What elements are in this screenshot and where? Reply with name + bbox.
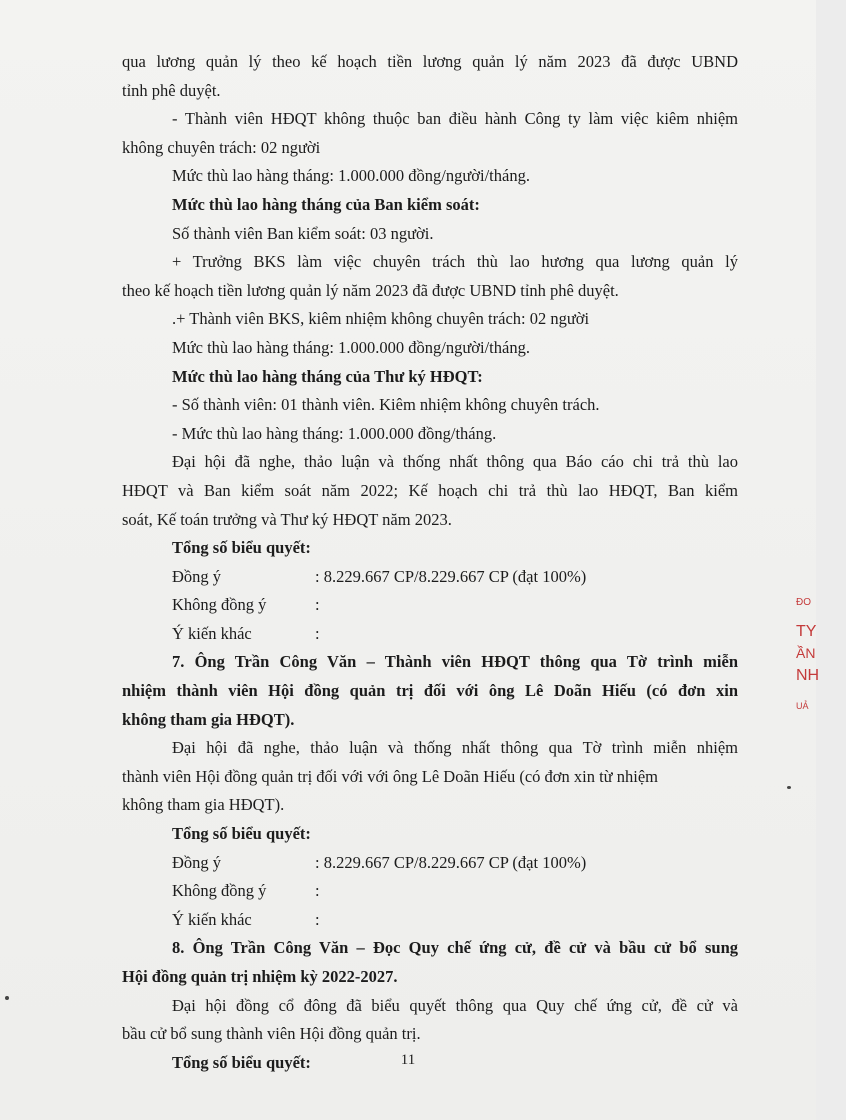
vote-value: :: [315, 909, 320, 929]
vote-heading: Tổng số biểu quyết:: [172, 824, 311, 844]
vote-label: Đồng ý: [172, 852, 222, 872]
paragraph-line: không chuyên trách: 02 người: [122, 137, 321, 157]
item-8-heading: 8. Ông Trần Công Văn – Đọc Quy chế ứng cử, đề cử và bầu cử bổ sung: [172, 938, 738, 958]
vote-label: Không đồng ý: [172, 881, 267, 901]
item-8-heading: Hội đồng quản trị nhiệm kỳ 2022-2027.: [122, 967, 398, 986]
stamp-text: UẢ: [796, 701, 809, 711]
paragraph-line: - Thành viên HĐQT không thuộc ban điều hành Công ty làm việc kiêm nhiệm: [172, 109, 738, 129]
paragraph-line: không tham gia HĐQT).: [122, 795, 285, 815]
scan-speck: [5, 996, 9, 1000]
paragraph-line: - Số thành viên: 01 thành viên. Kiêm nhiệm không chuyên trách.: [172, 395, 600, 415]
paragraph-line: tỉnh phê duyệt.: [122, 80, 221, 100]
stamp-text: ẦN: [796, 645, 816, 661]
paragraph-line: bầu cử bổ sung thành viên Hội đồng quản trị.: [122, 1024, 421, 1044]
vote-row-disagree: [122, 591, 738, 620]
page-number: 11: [400, 1052, 416, 1068]
scan-speck: [787, 786, 791, 789]
paragraph-line: thành viên Hội đồng quản trị đối với với ông Lê Doãn Hiếu (có đơn xin từ nhiệm: [122, 766, 658, 786]
stamp-text: TY: [796, 623, 817, 640]
vote-label: Không đồng ý: [172, 595, 267, 615]
vote-label: Ý kiến khác: [172, 909, 252, 929]
paragraph-line: .+ Thành viên BKS, kiêm nhiệm không chuyên trách: 02 người: [172, 309, 590, 329]
vote-row-disagree: [122, 877, 738, 906]
vote-row-other: [122, 906, 738, 935]
vote-row-other: [122, 620, 738, 649]
stamp-text: ĐO: [796, 597, 811, 608]
paragraph-line: Mức thù lao hàng tháng: 1.000.000 đồng/người/tháng.: [172, 337, 530, 357]
vote-row-agree: [122, 849, 738, 878]
vote-heading: Tổng số biểu quyết:: [172, 538, 311, 558]
paragraph-line: Mức thù lao hàng tháng: 1.000.000 đồng/người/tháng.: [172, 166, 530, 186]
vote-value: :: [315, 595, 320, 615]
stamp-text: NH: [796, 667, 820, 684]
item-7-heading: 7. Ông Trần Công Văn – Thành viên HĐQT thông qua Tờ trình miễn: [172, 652, 738, 672]
vote-row-agree: [122, 563, 738, 592]
paragraph-line: - Mức thù lao hàng tháng: 1.000.000 đồng/tháng.: [172, 423, 497, 443]
vote-label: Ý kiến khác: [172, 623, 252, 643]
paragraph-line: qua lương quản lý theo kế hoạch tiền lương quản lý năm 2023 đã được UBND: [122, 52, 738, 71]
vote-heading: Tổng số biểu quyết:: [172, 1052, 311, 1072]
paragraph-line: Đại hội đã nghe, thảo luận và thống nhất thông qua Tờ trình miễn nhiệm: [172, 738, 738, 758]
paragraph-line: HĐQT và Ban kiểm soát năm 2022; Kế hoạch chi trả thù lao HĐQT, Ban kiểm: [122, 480, 738, 500]
red-stamp-fragment: [786, 585, 846, 735]
paragraph-line: + Trưởng BKS làm việc chuyên trách thù lao hương qua lương quản lý: [172, 252, 738, 272]
section-heading: Mức thù lao hàng tháng của Thư ký HĐQT:: [172, 366, 483, 386]
vote-value: : 8.229.667 CP/8.229.667 CP (đạt 100%): [315, 852, 587, 872]
paragraph-line: theo kế hoạch tiền lương quản lý năm 2023 đã được UBND tỉnh phê duyệt.: [122, 280, 619, 300]
item-7-heading: nhiệm thành viên Hội đồng quản trị đối với ông Lê Doãn Hiếu (có đơn xin: [122, 681, 738, 701]
paragraph-line: Số thành viên Ban kiểm soát: 03 người.: [172, 223, 434, 243]
item-7-heading: không tham gia HĐQT).: [122, 709, 295, 729]
document-body: [122, 48, 738, 1077]
paragraph-line: Đại hội đồng cổ đông đã biểu quyết thông qua Quy chế ứng cử, đề cử và: [172, 995, 738, 1015]
vote-label: Đồng ý: [172, 566, 222, 586]
vote-value: :: [315, 623, 320, 643]
paragraph-line: soát, Kế toán trưởng và Thư ký HĐQT năm 2023.: [122, 509, 452, 529]
vote-value: :: [315, 881, 320, 901]
section-heading: Mức thù lao hàng tháng của Ban kiểm soát:: [172, 194, 480, 214]
paragraph-line: Đại hội đã nghe, thảo luận và thống nhất thông qua Báo cáo chi trả thù lao: [172, 452, 738, 472]
vote-value: : 8.229.667 CP/8.229.667 CP (đạt 100%): [315, 566, 587, 586]
